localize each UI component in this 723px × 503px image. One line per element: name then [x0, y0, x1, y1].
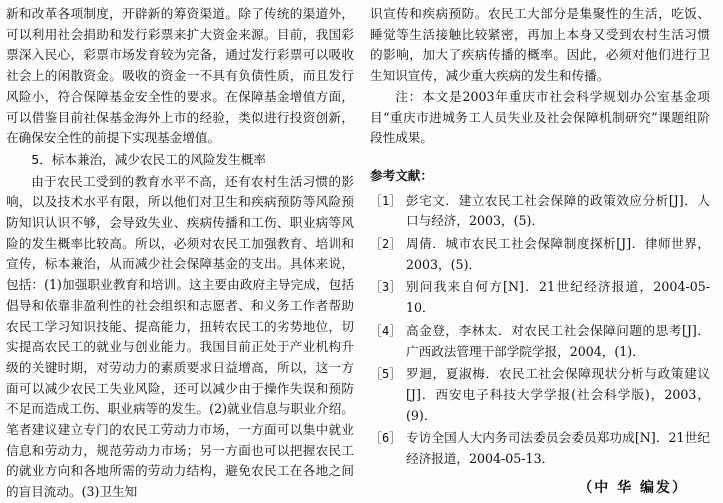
- reference-list: [370, 191, 710, 470]
- references-heading: 参考文献：: [370, 167, 433, 183]
- reference-item: [370, 191, 710, 232]
- reference-text: 罗迴，夏淑梅．农民工社会保障现状分析与政策建议[J]．西安电子科技大学学报(社会科学版)，2003，(9)．: [406, 366, 710, 423]
- paragraph: 由于农民工受到的教育水平不高，还有农村生活习惯的影响，以及技术水平有限，所以他们对卫生和疾病预防等风险预防知识认识不够，会导致失业、疾病传播和工伤、职业病等风险的发生概率比较高。所以，必须对农民工加强教育、培训和宣传，标本兼治，从而减少社会保障基金的支出。具体来说，包括：(1)加强职业教育和培训。这主要由政府主导完成，包括倡导和依靠非盈利性的社会组织和志愿者、和义务工作者帮助农民工学习知识技能、提高能力，扭转农民工的劣势地位，切实提高农民工的就业与创业能力。我国目前正处于产业机构升级的关键时期，对劳动力的素质要求日益增高，所以，这一方面可以减少农民工失业风险，还可以减少由于操作失误和预防不足而造成工伤、职业病等的发生。(2)就业信息与职业介绍。笔者建议建立专门的农民工劳动力市场，一方面可以集中就业信息和劳动力，规范劳动力市场；另一方面也可以把握农民工的就业方向和各地所需的劳动力结构，避免农民工在各地之间的盲目流动。(3)卫生知: [6, 173, 354, 500]
- reference-text: 专访全国人大内务司法委员会委员郑功成[N]．21世纪经济报道，2004-05-13．: [406, 430, 710, 467]
- reference-text: 周倩．城市农民工社会保障制度探析[J]．律师世界，2003，(5)．: [406, 236, 710, 272]
- footnote: 注：本文是2003年重庆市社会科学规划办公室基金项目“重庆市进城务工人员失业及社会保障机制研究”课题组阶段性成果。: [370, 88, 710, 146]
- reference-number: ［5］: [370, 367, 402, 382]
- section-heading: 5．标本兼治，减少农民工的风险发生概率: [31, 151, 266, 167]
- right-column: [370, 4, 710, 498]
- reference-item: [370, 277, 710, 318]
- paragraph: 识宣传和疾病预防。农民工大部分是集聚性的生活，吃饭、睡觉等生活接触比较紧密，再加上本身又受到农村生活习惯的影响，加大了疾病传播的概率。因此，必须对他们进行卫生知识宣传，减少重大疾病的发生和传播。: [370, 6, 710, 84]
- reference-number: ［2］: [370, 237, 402, 252]
- reference-text: 别问我来自何方[N]．21世纪经济报道，2004-05-10．: [406, 279, 710, 316]
- reference-text: 高金登，李林太．对农民工社会保障问题的思考[J]．广西政法管理干部学院学报，2004，(1)．: [406, 322, 710, 359]
- reference-number: ［6］: [370, 431, 402, 446]
- paragraph: 新和改革各项制度，开辟新的筹资渠道。除了传统的渠道外，可以利用社会捐助和发行彩票来扩大资金来源。目前，我国彩票深入民心，彩票市场发育较为完备，通过发行彩票可以吸收社会上的闲散资金。吸收的资金一不具有负债性质，而且发行风险小，符合保障基金安全性的要求。在保障基金增值方面，可以借鉴目前社保基金海外上市的经验，类似进行投资创新，在确保安全性的前提下实现基金增值。: [6, 6, 354, 146]
- reference-item: [370, 428, 710, 469]
- reference-text: 彭宅文．建立农民工社会保障的政策效应分析[J]．人口与经济，2003，(5)．: [406, 192, 710, 229]
- reference-item: [370, 364, 710, 426]
- reference-item: [370, 234, 710, 275]
- reference-number: ［3］: [370, 280, 402, 295]
- reference-item: [370, 321, 710, 362]
- reference-number: ［1］: [370, 193, 402, 208]
- left-column: [6, 4, 354, 503]
- reference-number: ［4］: [370, 323, 402, 338]
- editor-credit: （中 华 编发）: [578, 479, 688, 496]
